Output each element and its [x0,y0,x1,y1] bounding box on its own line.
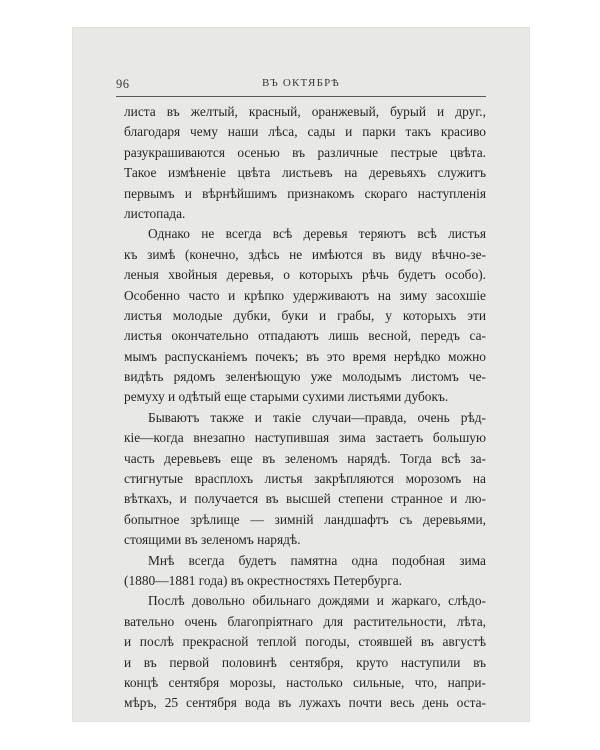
body-text [124,102,486,714]
text-line: листья окончательно отпадаютъ лишь весной, передъ са- [124,328,486,344]
text-line: и послѣ прекрасной теплой погоды, стоявшей въ августѣ [124,634,486,650]
text-line: листа въ желтый, красный, оранжевый, бурый и друг., [124,104,486,119]
header-rule [116,96,486,97]
text-line: благодаря чему наши лѣса, сады и парки такъ красиво [124,124,486,140]
page-header [116,77,486,95]
text-line: листопада. [124,205,186,221]
text-line: стигнутые врасплохъ листья закрѣпляются морозомъ на [124,471,486,487]
text-line: Послѣ довольно обильнаго дождями и жаркаго, слѣдо- [148,593,486,609]
text-line: концѣ сентября морозы, настолько сильные, что, напри- [124,674,486,690]
text-line: видѣть рядомъ зеленѣющую уже молодымъ листомъ че- [124,369,486,385]
text-line: леныя хвойныя деревья, о которыхъ рѣчь будетъ особо). [124,267,486,283]
page-number: 96 [116,77,130,91]
text-line: Особенно часто и крѣпко удерживаютъ на зиму засохшіе [124,287,486,303]
running-head: ВЪ ОКТЯБРѢ [262,77,340,89]
text-line: мымъ распусканіемъ почекъ; въ это время нерѣдко можно [124,348,486,364]
text-line: мѣръ, 25 сентября вода въ лужахъ почти весь день оста- [124,695,486,711]
text-line: ремуху и одѣтый еще старыми сухими листьями дубокъ. [124,389,449,405]
text-line: Бываютъ также и такіе случаи—правда, очень рѣд- [148,409,486,425]
text-line: стоящими въ зеленомъ нарядѣ. [124,532,301,548]
scanned-page [72,27,530,722]
text-line: Такое измѣненіе цвѣта листьевъ на деревьяхъ служитъ [124,165,486,181]
text-line: листья молодые дубки, буки и грабы, у которыхъ эти [124,307,486,323]
text-line: часть деревьевъ еще въ зеленомъ нарядѣ. Тогда всѣ за- [124,450,486,466]
text-line: разукрашиваются осенью въ различные пестрые цвѣта. [124,144,486,160]
text-line: Однако не всегда всѣ деревья теряютъ всѣ листья [148,226,486,242]
text-line: кіе—когда внезапно наступившая зима застаетъ большую [124,430,486,446]
text-line: Мнѣ всегда будетъ памятна одна подобная зима [148,552,486,568]
text-line: бопытное зрѣлище — зимній ландшафтъ съ деревьями, [124,511,486,527]
text-line: (1880—1881 года) въ окрестностяхъ Петербурга. [124,572,403,588]
text-line: и въ первой половинѣ сентября, круто наступили въ [124,654,486,670]
text-line: вательно очень благопріятнаго для растительности, лѣта, [124,613,486,629]
text-line: къ зимѣ (конечно, здѣсь не имѣются въ виду вѣчно-зе- [124,246,486,262]
text-line: первымъ и вѣрнѣйшимъ признакомъ скораго наступленія [124,185,486,201]
text-line: вѣткахъ, и получается въ высшей степени странное и лю- [124,491,486,507]
